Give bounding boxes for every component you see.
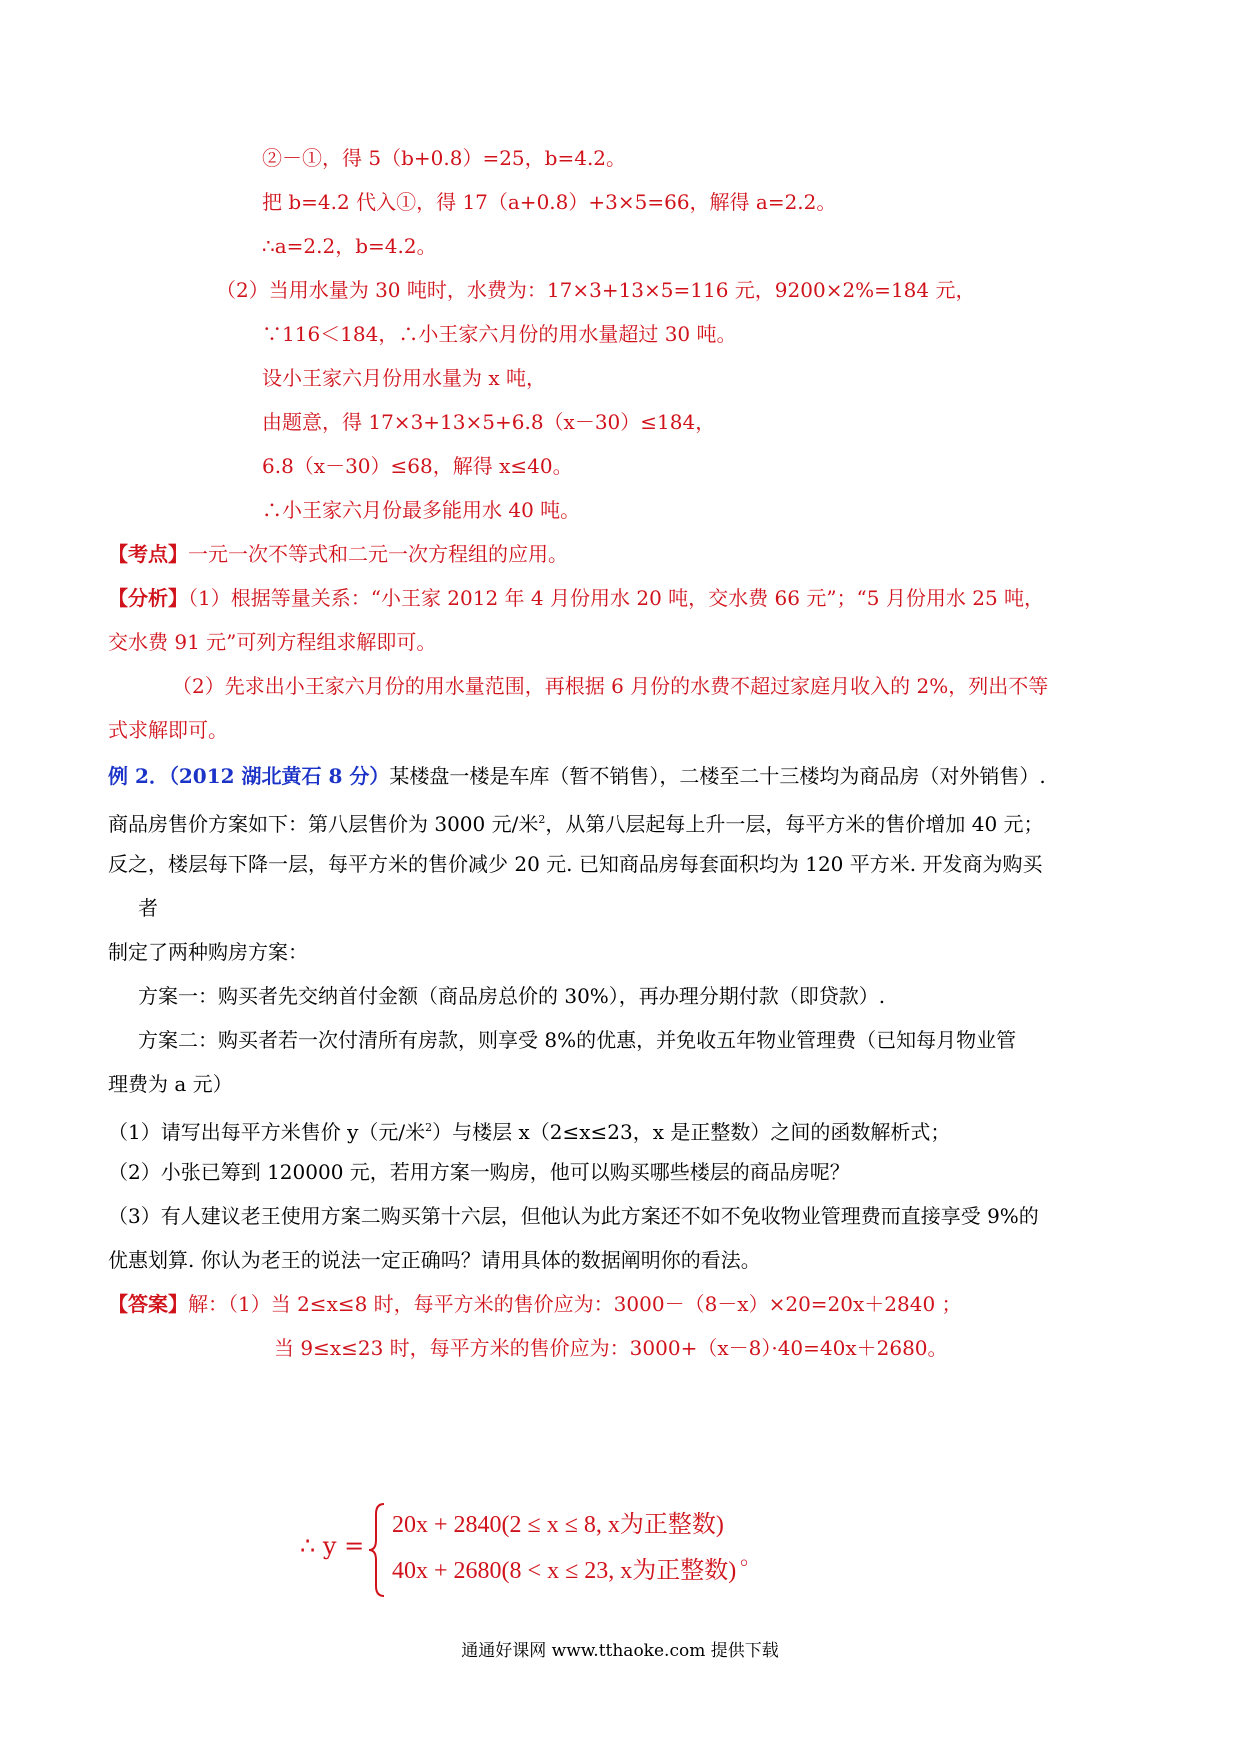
solution-line: 6.8（x－30）≤68，解得 x≤40。 (262, 454, 573, 478)
superscript: 2 (425, 1121, 433, 1134)
solution-line: 设小王家六月份用水量为 x 吨， (262, 366, 546, 390)
fenxi-block (108, 584, 1044, 612)
kaodian-tag: 【考点】 (108, 542, 188, 566)
solution-line: ∵116＜184，∴小王家六月份的用水量超过 30 吨。 (262, 322, 737, 346)
answer-tag: 【答案】 (108, 1292, 188, 1316)
piecewise-case-2: 40x + 2680(8 < x ≤ 23, x为正整数) (392, 1558, 737, 1584)
solution-line: （2）当用水量为 30 吨时，水费为：17×3+13×5=116 元，9200×2%=184 元， (216, 278, 976, 302)
example2-line: 商品房售价方案如下：第八层售价为 3000 元/米 (108, 812, 539, 836)
question-3-cont: 优惠划算. 你认为老王的说法一定正确吗？请用具体的数据阐明你的看法。 (108, 1248, 761, 1272)
solution-line: 把 b=4.2 代入①，得 17（a+0.8）+3×5=66，解得 a=2.2。 (262, 190, 837, 214)
piecewise-lead: ∴ y = (300, 1532, 365, 1560)
kaodian-block (108, 540, 568, 568)
plan-two-cont: 理费为 a 元） (108, 1072, 233, 1096)
question-text: （1）请写出每平方米售价 y（元/米 (108, 1120, 426, 1144)
fenxi-line: 交水费 91 元”可列方程组求解即可。 (108, 630, 437, 654)
example2-line-block (108, 806, 1044, 838)
answer-line: 解：（1）当 2≤x≤8 时，每平方米的售价应为：3000－（8－x）×20=20x＋2840 ； (188, 1292, 962, 1316)
solution-line: 由题意，得 17×3+13×5+6.8（x－30）≤184， (262, 410, 716, 434)
left-brace-icon (366, 1500, 388, 1600)
example2-heading (108, 762, 1046, 790)
piecewise-case-1: 20x + 2840(2 ≤ x ≤ 8, x为正整数) (392, 1512, 724, 1538)
fenxi-tag: 【分析】 (108, 586, 188, 610)
answer-block (108, 1290, 962, 1318)
page-footer: 通通好课网 www.tthaoke.com 提供下载 (461, 1641, 779, 1661)
fenxi-line: （1）根据等量关系：“小王家 2012 年 4 月份用水 20 吨，交水费 66 元”；“5 月份用水 25 吨， (188, 586, 1045, 610)
answer-line: 当 9≤x≤23 时，每平方米的售价应为：3000+（x－8）·40=40x＋2680。 (274, 1336, 948, 1360)
question-1 (108, 1114, 950, 1146)
superscript: 2 (538, 813, 546, 826)
fenxi-line: （2）先求出小王家六月份的用水量范围，再根据 6 月份的水费不超过家庭月收入的 2%，列出不等 (172, 674, 1049, 698)
question-3: （3）有人建议老王使用方案二购买第十六层，但他认为此方案还不如不免收物业管理费而直接享受 9%的 (108, 1204, 1039, 1228)
example2-label: 例 2．（2012 湖北黄石 8 分） (108, 764, 390, 788)
question-text: ）与楼层 x（2≤x≤23，x 是正整数）之间的函数解析式； (432, 1120, 951, 1144)
solution-line: ∴a=2.2，b=4.2。 (262, 234, 437, 258)
plan-one: 方案一：购买者先交纳首付金额（商品房总价的 30%），再办理分期付款（即贷款）. (138, 984, 886, 1008)
example2-line: ，从第八层起每上升一层，每平方米的售价增加 40 元； (545, 812, 1044, 836)
plan-two: 方案二：购买者若一次付清所有房款，则享受 8%的优惠，并免收五年物业管理费（已知每月物业管 (138, 1028, 1017, 1052)
piecewise-end: 。 (740, 1545, 763, 1570)
question-2: （2）小张已筹到 120000 元，若用方案一购房，他可以购买哪些楼层的商品房呢？ (108, 1160, 850, 1184)
solution-line: ∴小王家六月份最多能用水 40 吨。 (262, 498, 581, 522)
example2-line: 者 (138, 896, 158, 920)
kaodian-text: 一元一次不等式和二元一次方程组的应用。 (188, 542, 568, 566)
solution-line: ②－①，得 5（b+0.8）=25，b=4.2。 (262, 146, 627, 170)
fenxi-line: 式求解即可。 (108, 718, 228, 742)
example2-line: 制定了两种购房方案： (108, 940, 308, 964)
example2-line: 某楼盘一楼是车库（暂不销售），二楼至二十三楼均为商品房（对外销售）. (389, 764, 1046, 788)
example2-line: 反之，楼层每下降一层，每平方米的售价减少 20 元. 已知商品房每套面积均为 120 平方米. 开发商为购买 (108, 852, 1043, 876)
